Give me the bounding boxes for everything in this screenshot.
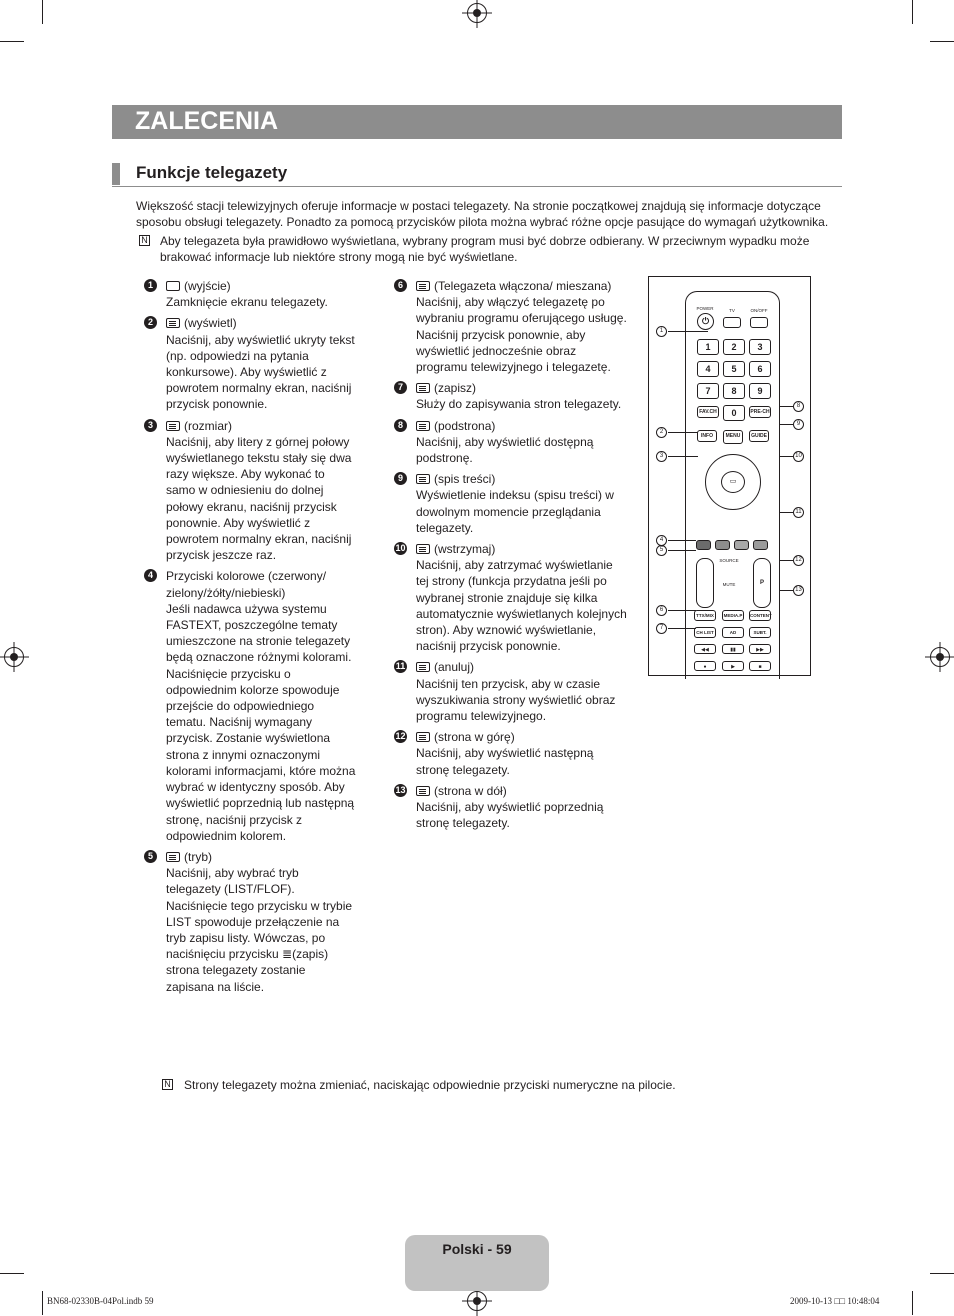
item-description: Naciśnij, aby włączyć telegazetę po wybraniu programu oferującego usługę. Naciśnij przycisk ponownie, aby wyświetlić jednocześnie obraz programu telewizyjnego i telegazetę. [416,295,627,375]
menu-button: MENU [723,430,743,444]
callout-number: 5 [656,545,667,556]
callout-leader [668,331,708,332]
item-description: Zamknięcie ekranu telegazety. [166,295,328,310]
crop-mark [42,0,43,24]
list-item [397,418,628,467]
digit-button: 4 [697,361,719,377]
index-icon [416,474,430,484]
item-number: 3 [144,419,157,432]
digit-button: 2 [723,339,745,355]
feature-list-right [395,278,628,837]
cancel-icon [416,662,430,672]
page-down-icon [416,786,430,796]
list-item [395,729,628,778]
callout-number: 10 [793,451,804,462]
list-item [395,541,628,654]
item-title: (tryb) [184,849,212,864]
item-title: (spis treści) [434,472,496,487]
blue-button [753,540,768,550]
item-title: (wyjście) [184,279,231,293]
note-text: Aby telegazeta była prawidłowo wyświetlana, wybrany program musi być dobrze odbierany. W przeciwnym wypadku może brakować informacje lub niektóre strony mogą nie być wyświetlane. [160,234,810,265]
crop-mark [912,0,913,24]
footer-file-info: BN68-02330B-04Pol.indb 59 [47,1296,154,1306]
volume-rocker [696,558,714,608]
callout-leader [668,628,696,629]
section-marker [112,163,120,185]
item-title: (Telegazeta włączona/ mieszana) [434,279,612,293]
registration-mark-icon [930,647,950,667]
section-title: Funkcje telegazety [136,163,288,182]
mute-label: MUTE [722,582,736,587]
fast-forward-button: ▶▶ [749,644,771,654]
note-icon [139,235,150,246]
play-button: ▶ [722,661,744,671]
item-number: 5 [144,850,157,863]
pause-button: ▮▮ [722,644,744,654]
ch-list-button: CH LIST [694,627,716,638]
exit-icon [166,281,180,291]
item-title: (rozmiar) [184,418,232,433]
stop-button: ■ [749,661,771,671]
item-number: 10 [395,543,406,554]
chapter-title-bar [112,105,842,139]
sub-page-icon [416,421,430,431]
hold-icon [416,544,430,554]
item-number: 9 [394,472,407,485]
store-icon [416,383,430,393]
digit-button: 9 [749,383,771,399]
power-label: POWER [696,306,714,311]
digit-button: 7 [697,383,719,399]
registration-mark-icon [4,647,24,667]
remote-illustration [648,276,811,676]
page-number-tab [405,1235,549,1291]
channel-rocker: P [753,558,771,608]
item-description: Naciśnij, aby wyświetlić poprzednią stronę telegazety. [416,800,604,831]
crop-mark [42,1291,43,1315]
record-button: ● [694,661,716,671]
item-title: (strona w górę) [434,730,515,745]
media-p-button: MEDIA.P [722,610,744,621]
list-item [147,418,356,564]
page-up-icon [416,732,430,742]
list-item [147,278,356,310]
digit-button: 3 [749,339,771,355]
callout-leader [779,406,793,407]
section-rule [112,186,842,187]
remote-body [685,291,780,679]
callout-leader [668,540,696,541]
note-text: Strony telegazety można zmieniać, naciskając odpowiednie przyciski numeryczne na pilocie. [184,1078,676,1092]
item-number: 13 [395,784,406,795]
list-item [397,380,628,412]
tv-button [723,317,741,328]
callout-number: 13 [793,585,804,596]
feature-list-left [147,278,356,1000]
red-button [696,540,711,550]
item-description: Jeśli nadawca używa systemu FASTEXT, poszczególne tematy umieszczone na stronie telegazety będą oznaczone różnymi kolorami. Naciśnięcie przycisku o odpowiednim kolorze spowoduje przejście do odpowiedniego tematu. Naciśnij wymagany przycisk. Zostanie wyświetlona strona z innymi oznaczonymi kolorami informacjami, które można wybrać w identyczny sposób. Aby wyświetlić poprzednią lub następną stronę, naciśnij przycisk z odpowiednim kolorem. [166,601,356,843]
ttx-mix-button: TTX/MIX [694,610,716,621]
enter-button: ▭ [721,471,745,493]
registration-mark-icon [467,1291,487,1311]
item-description: Naciśnij ten przycisk, aby w czasie wyszukiwania strony wyświetlić obraz programu telewizyjnego. [416,676,616,724]
digit-button: 1 [697,339,719,355]
power-button: ⏻ [697,313,714,330]
content-button: CONTENT [749,610,771,621]
crop-mark [930,1273,954,1274]
footer-timestamp: 2009-10-13 □□ 10:48:04 [790,1296,880,1306]
item-title: (podstrona) [434,418,496,433]
item-title: (anuluj) [434,660,475,675]
source-label: SOURCE [719,558,739,563]
digit-button: 5 [723,361,745,377]
onoff-button [750,317,768,328]
callout-number: 12 [793,555,804,566]
crop-mark [0,41,24,42]
guide-button: GUIDE [749,430,769,442]
item-description: Naciśnij, aby wyświetlić następną stronę telegazety. [416,746,594,777]
callout-leader [779,590,793,591]
digit-zero-button: 0 [723,405,745,421]
crop-mark [930,41,954,42]
callout-leader [779,456,793,457]
tv-label: TV [729,308,735,313]
reveal-icon [166,318,180,328]
callout-leader [668,610,696,611]
callout-number: 9 [793,419,804,430]
teletext-mix-icon [416,281,430,291]
item-title: (wyświetl) [184,316,237,331]
fav-ch-button: FAV.CH [697,406,719,418]
item-description: Naciśnij, aby zatrzymać wyświetlanie tej strony (funkcja przydatna jeśli po wybranej stronie znajduje się kilka automatycznie wyświetlanych kolejnych stron). Aby wznowić wyświetlanie, naciśnij przycisk ponownie. [416,558,627,654]
item-number: 4 [144,569,157,582]
intro-paragraph: Większość stacji telewizyjnych oferuje informacje w postaci telegazety. Na stronie początkowej znajdują się informacje dotyczące sposobu obsługi telegazety. Ponadto za pomocą przycisków pilota można wybrać różne opcje pasujące do wymagań użytkownika. [136,199,829,230]
callout-number: 8 [793,401,804,412]
callout-leader [668,432,698,433]
list-item [147,568,356,843]
list-item [397,471,628,536]
list-item [147,849,356,995]
item-number: 7 [394,381,407,394]
size-icon [166,421,180,431]
callout-leader [668,550,696,551]
callout-number: 3 [656,451,667,462]
callout-number: 6 [656,605,667,616]
callout-number: 4 [656,535,667,546]
green-button [715,540,730,550]
list-item [395,659,628,724]
callout-leader [779,512,793,513]
subt-button: SUBT. [749,627,771,638]
item-description: Naciśnij, aby wyświetlić ukryty tekst (np. odpowiedzi na pytania konkursowe). Aby wyświetlić z powrotem normalny ekran, naciśnij przycisk ponownie. [166,332,355,412]
item-title: (zapisz) [434,381,477,396]
list-item [395,783,628,832]
list-item [397,278,628,375]
item-number: 8 [394,419,407,432]
onoff-label: ON/OFF [750,308,768,313]
crop-mark [0,1273,24,1274]
info-button: INFO [697,430,717,442]
note-icon [162,1079,173,1090]
yellow-button [734,540,749,550]
callout-number: 7 [656,623,667,634]
item-description: Naciśnij, aby wyświetlić dostępną podstronę. [416,434,594,466]
crop-mark [912,1291,913,1315]
callout-number: 2 [656,427,667,438]
item-title: Przyciski kolorowe (czerwony/ zielony/żółty/niebieski) [166,569,327,600]
item-description: Służy do zapisywania stron telegazety. [416,397,622,412]
item-description: Wyświetlenie indeksu (spisu treści) w dowolnym momencie przeglądania telegazety. [416,488,614,535]
list-item [147,315,356,412]
registration-mark-icon [467,3,487,23]
callout-leader [779,560,793,561]
item-number: 12 [395,731,406,742]
digit-button: 6 [749,361,771,377]
chapter-title: ZALECENIA [135,107,279,135]
item-description: Naciśnij, aby wybrać tryb telegazety (LIST/FLOF). Naciśnięcie tego przycisku w trybie LIST spowoduje przełączenie na tryb zapisu listy. Wówczas, po naciśnięciu przycisku ≣(zapis) strona telegazety zostanie zapisana na liście. [166,866,353,994]
item-number: 1 [144,279,157,292]
item-description: Naciśnij, aby litery z górnej połowy wyświetlanego tekstu stały się dwa razy większe. Aby wykonać to samo w odniesieniu do dolnej połowy ekranu, naciśnij przycisk ponownie. Aby wyświetlić z powrotem normalny ekran, naciśnij przycisk jeszcze raz. [166,434,352,563]
item-title: (wstrzymaj) [434,542,496,557]
digit-button: 8 [723,383,745,399]
rewind-button: ◀◀ [694,644,716,654]
item-title: (strona w dół) [434,783,507,798]
callout-number: 11 [793,507,804,518]
page-number: Polski - 59 [442,1241,512,1257]
item-number: 6 [394,279,407,292]
callout-leader [779,424,793,425]
callout-number: 1 [656,326,667,337]
item-number: 11 [395,661,406,672]
pre-ch-button: PRE-CH [749,406,771,418]
item-number: 2 [144,316,157,329]
ad-button: AD [722,627,744,638]
mode-icon [166,852,180,862]
callout-leader [668,456,698,457]
